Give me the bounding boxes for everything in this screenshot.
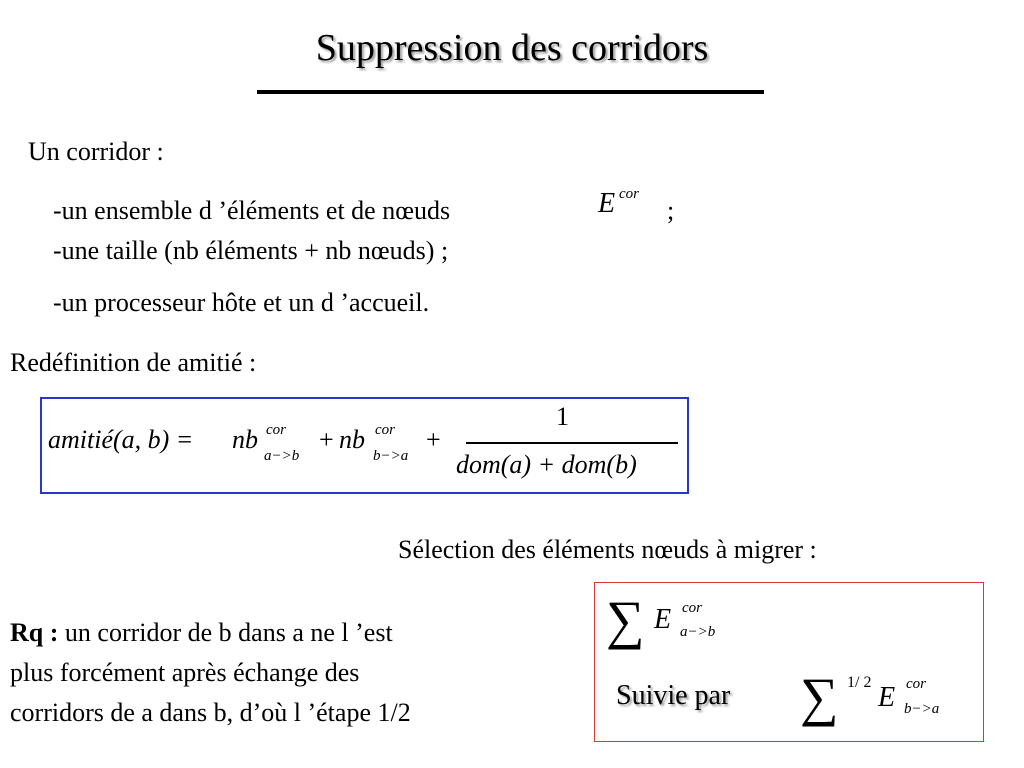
bullet-processor: -un processeur hôte et un d ’accueil. bbox=[53, 288, 430, 317]
redefinition-label: Redéfinition de amitié : bbox=[10, 348, 257, 377]
remark-line-3: corridors de a dans b, d’où l ’étape 1/2 bbox=[10, 698, 411, 727]
remark-line-1 bbox=[10, 613, 411, 653]
formula-numerator: 1 bbox=[556, 402, 569, 431]
fraction-bar bbox=[466, 442, 678, 444]
formula-plus1: + bbox=[319, 425, 334, 454]
friendship-formula bbox=[48, 400, 680, 490]
remark bbox=[10, 613, 411, 733]
sigma-1: ∑ bbox=[606, 590, 645, 650]
formula-nb2-sub: b−>a bbox=[373, 448, 409, 464]
bullet-elements: -un ensemble d ’éléments et de nœuds bbox=[53, 196, 451, 225]
e2-sup: cor bbox=[906, 676, 926, 692]
formula-nb1: nb bbox=[232, 425, 258, 454]
ecor-base: E bbox=[598, 188, 616, 219]
ecor-semicolon: ; bbox=[667, 196, 675, 225]
slide-title: Suppression des corridors bbox=[315, 27, 709, 69]
title-underline bbox=[257, 90, 764, 94]
sigma-2: ∑ bbox=[800, 667, 839, 727]
remark-line-2: plus forcément après échange des bbox=[10, 658, 360, 687]
formula-plus2: + bbox=[426, 425, 441, 454]
formula-nb2: nb bbox=[339, 425, 365, 454]
formula-nb1-sup: cor bbox=[266, 422, 286, 438]
e1-base: E bbox=[654, 604, 672, 635]
formula-denominator: dom(a) + dom(b) bbox=[456, 450, 637, 479]
followed-by-label: Suivie par bbox=[616, 680, 731, 711]
formula-lhs: amitié(a, b) = bbox=[48, 425, 194, 454]
e1-sup: cor bbox=[682, 600, 702, 616]
selection-label: Sélection des éléments nœuds à migrer : bbox=[398, 535, 817, 564]
formula-nb2-sup: cor bbox=[375, 422, 395, 438]
ecor-symbol bbox=[598, 188, 668, 228]
ecor-sup: cor bbox=[619, 186, 639, 202]
formula-nb1-sub: a−>b bbox=[264, 448, 300, 464]
half-exponent: 1/ 2 bbox=[847, 674, 872, 691]
remark-text-1: un corridor de b dans a ne l ’est bbox=[58, 618, 393, 647]
e2-sub: b−>a bbox=[904, 701, 940, 717]
bullet-size: -une taille (nb éléments + nb nœuds) ; bbox=[53, 236, 449, 265]
selection-formulas bbox=[606, 588, 976, 738]
intro-label: Un corridor : bbox=[28, 137, 164, 166]
remark-label: Rq : bbox=[10, 618, 59, 647]
e2-base: E bbox=[878, 682, 896, 713]
e1-sub: a−>b bbox=[680, 624, 716, 640]
